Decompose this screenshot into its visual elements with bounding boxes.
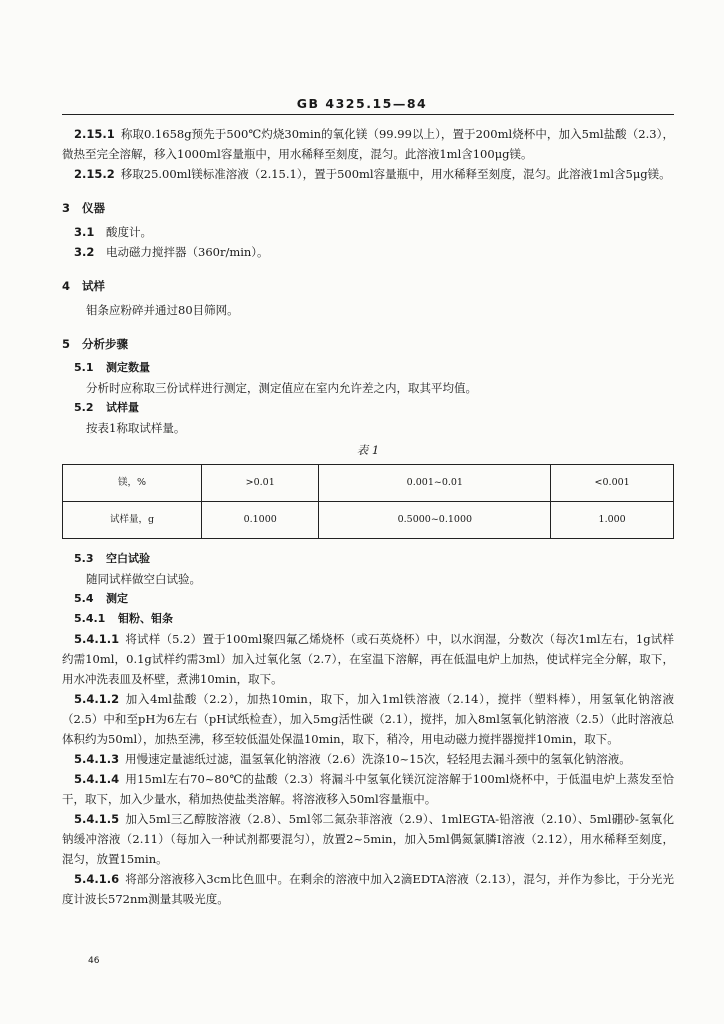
subsection-5-1-heading (62, 358, 674, 378)
clause-text: 用15ml左右70~80℃的盐酸（2.3）将漏斗中氢氧化镁沉淀溶解于100ml烧杯中，于低温电炉上蒸发至恰干，取下，加入少量水，稍加热使盐类溶解。将溶液移入50ml容量瓶中。 (62, 772, 674, 806)
subsection-title: 钼粉、钼条 (118, 612, 173, 625)
paragraph-5-4-1-4 (62, 769, 674, 809)
table-row (63, 465, 674, 502)
subsection-title: 试样量 (106, 401, 139, 414)
subsection-number: 5.2 (74, 401, 94, 414)
subsection-number: 5.3 (74, 552, 94, 565)
clause-number: 5.4.1.3 (74, 752, 120, 766)
table-cell: 0.001~0.01 (319, 465, 551, 502)
section-number: 3 (62, 201, 71, 215)
table-cell: 试样量，g (63, 502, 202, 539)
subsection-5-4-1-heading (62, 609, 674, 629)
paragraph-5-4-1-1 (62, 629, 674, 689)
subsection-number: 5.4 (74, 592, 94, 605)
clause-text: 将试样（5.2）置于100ml聚四氟乙烯烧杯（或石英烧杯）中，以水润湿，分数次（每次1ml左右，1g试样约需10ml，0.1g试样约需3ml）加入过氧化氢（2.7），在室温下溶解，再在低温电炉上加热，使试样完全分解，取下，用水冲洗表皿及杯壁，煮沸10min，取下。 (62, 632, 674, 686)
table-cell: 0.5000~0.1000 (319, 502, 551, 539)
item-text: 电动磁力搅拌器（360r/min）。 (106, 245, 269, 259)
clause-number: 5.4.1.5 (74, 812, 120, 826)
section-number: 4 (62, 279, 71, 293)
clause-text: 将部分溶液移入3cm比色皿中。在剩余的溶液中加入2滴EDTA溶液（2.13），混匀，并作为参比，于分光光度计波长572nm测量其吸光度。 (62, 872, 674, 906)
section-title: 分析步骤 (82, 337, 128, 351)
subsection-title: 测定 (106, 592, 128, 605)
subsection-number: 5.1 (74, 361, 94, 374)
table-cell: 0.1000 (202, 502, 319, 539)
paragraph-5-4-1-3 (62, 749, 674, 769)
table-caption: 表 1 (356, 443, 380, 457)
section-4-text: 钼条应粉碎并通过80目筛网。 (86, 303, 239, 317)
clause-number: 2.15.2 (74, 167, 115, 181)
paragraph-2-15-2 (62, 164, 674, 184)
subsection-title: 空白试验 (106, 552, 150, 565)
clause-text: 加入5ml三乙醇胺溶液（2.8）、5ml邻二氮杂菲溶液（2.9）、1mlEGTA-铅溶液（2.10）、5ml硼砂-氢氧化钠缓冲溶液（2.11）（每加入一种试剂都要混匀），放置2~5min，加入5ml偶氮氯膦Ⅰ溶液（2.12），用水稀释至刻度，混匀，放置15min。 (62, 812, 674, 866)
item-3-2 (62, 242, 674, 262)
clause-number: 2.15.1 (74, 127, 115, 141)
section-title: 试样 (82, 279, 105, 293)
clause-text: 用慢速定量滤纸过滤，温氢氧化钠溶液（2.6）洗涤10~15次，轻轻甩去漏斗颈中的氢氧化钠溶液。 (125, 752, 631, 766)
clause-text: 加入4ml盐酸（2.2），加热10min，取下，加入1ml铁溶液（2.14），搅拌（塑料棒），用氢氧化钠溶液（2.5）中和至pH为6左右（pH试纸检查），加入5mg活性碳（2.1），搅拌，加入8ml氢氧化钠溶液（2.5）（此时溶液总体积约为50ml），加热至沸，移至较低温处保温10min，取下，稍冷，用电动磁力搅拌器搅拌10min，取下。 (62, 692, 674, 746)
section-number: 5 (62, 337, 71, 351)
clause-number: 5.4.1.2 (74, 692, 120, 706)
item-3-1 (62, 222, 674, 242)
paragraph-5-4-1-6 (62, 869, 674, 909)
clause-number: 5.4.1.1 (74, 632, 120, 646)
clause-number: 5.4.1.6 (74, 872, 120, 886)
table-cell: <0.001 (551, 465, 674, 502)
subsection-5-3-heading (62, 549, 674, 569)
subsection-5-3-text: 随同试样做空白试验。 (86, 572, 201, 586)
table-cell: 1.000 (551, 502, 674, 539)
subsection-5-4-heading (62, 589, 674, 609)
clause-text: 移取25.00ml镁标准溶液（2.15.1），置于500ml容量瓶中，用水稀释至刻度，混匀。此溶液1ml含5μg镁。 (120, 167, 671, 181)
clause-text: 称取0.1658g预先于500℃灼烧30min的氧化镁（99.99以上），置于200ml烧杯中，加入5ml盐酸（2.3），微热至完全溶解，移入1000ml容量瓶中，用水稀释至刻度，混匀。此溶液1ml含100μg镁。 (62, 127, 674, 161)
item-text: 酸度计。 (106, 225, 152, 239)
subsection-5-1-text: 分析时应称取三份试样进行测定，测定值应在室内允许差之内，取其平均值。 (86, 381, 477, 395)
document-body (62, 124, 674, 909)
paragraph-5-4-1-2 (62, 689, 674, 749)
table-cell: >0.01 (202, 465, 319, 502)
section-4-heading (62, 276, 674, 296)
item-number: 3.1 (74, 225, 95, 239)
item-number: 3.2 (74, 245, 95, 259)
header-rule (62, 114, 674, 115)
sample-mass-table (62, 464, 674, 539)
subsection-title: 测定数量 (106, 361, 150, 374)
paragraph-2-15-1 (62, 124, 674, 164)
subsection-5-2-text: 按表1称取试样量。 (86, 421, 186, 435)
section-title: 仪器 (82, 201, 105, 215)
table-row (63, 502, 674, 539)
subsection-5-2-heading (62, 398, 674, 418)
table-cell: 镁，% (63, 465, 202, 502)
subsection-number: 5.4.1 (74, 612, 106, 625)
page-number: 46 (88, 956, 100, 966)
section-5-heading (62, 334, 674, 354)
page-header-title: GB 4325.15—84 (296, 96, 428, 111)
section-3-heading (62, 198, 674, 218)
paragraph-5-4-1-5 (62, 809, 674, 869)
clause-number: 5.4.1.4 (74, 772, 120, 786)
